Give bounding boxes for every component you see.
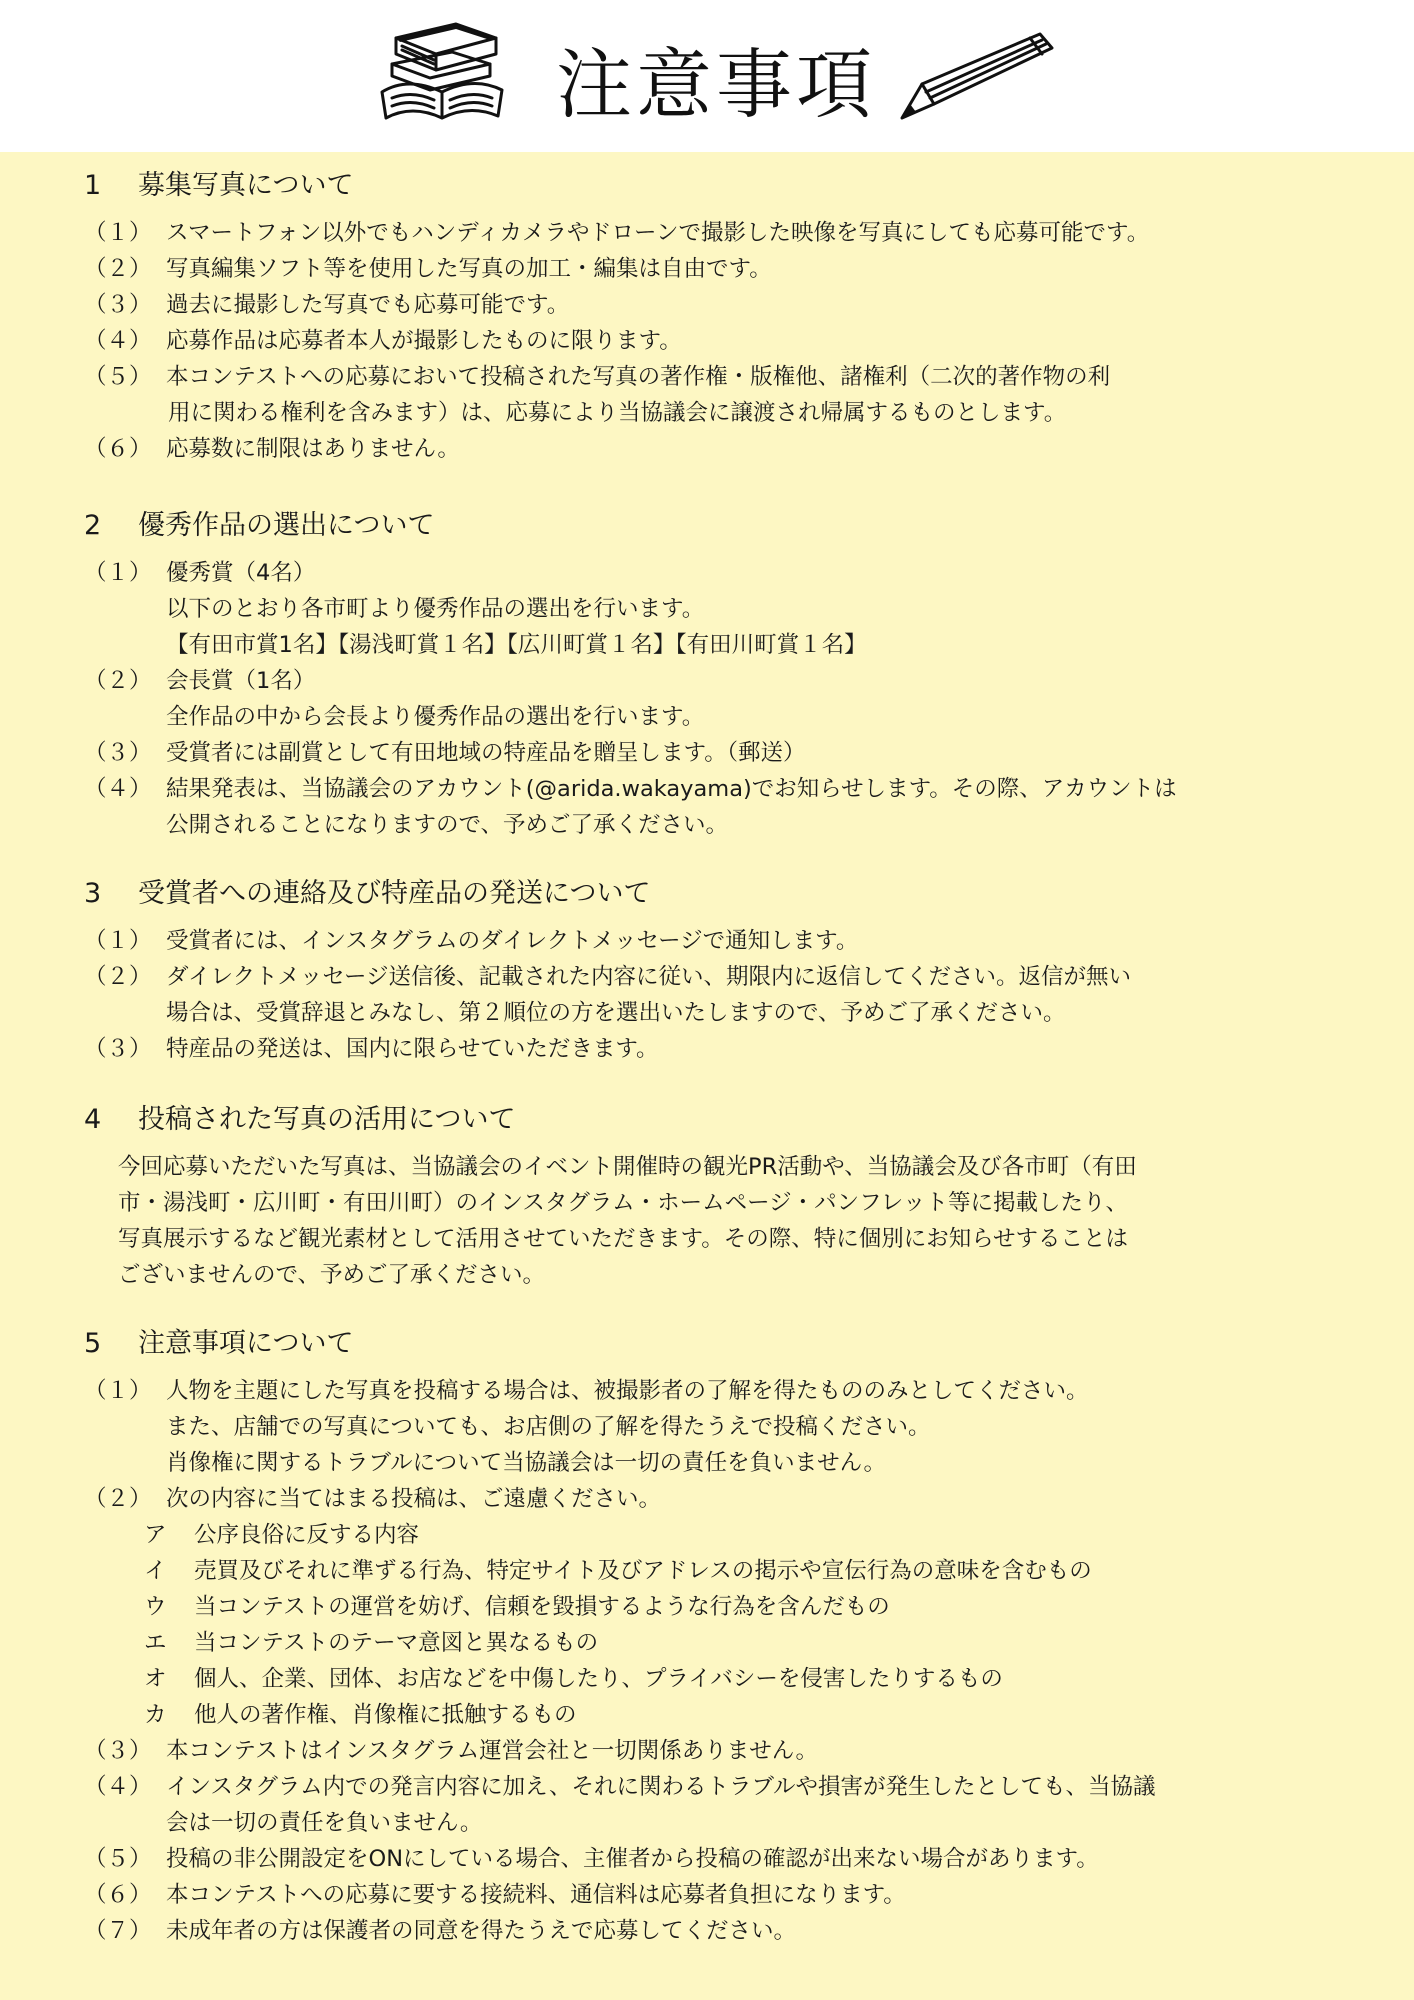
item-text: 本コンテストへの応募において投稿された写真の著作権・版権他、諸権利（二次的著作物の利	[166, 364, 1111, 390]
item-text: また、店舗での写真についても、お店側の了解を得たうえで投稿ください。	[166, 1414, 931, 1440]
section-title: 受賞者への連絡及び特産品の発送について	[138, 878, 651, 909]
section-number: 1	[84, 170, 102, 201]
subitem-text: 当コンテストの運営を妨げ、信頼を毀損するような行為を含んだもの	[194, 1594, 890, 1620]
subitem-label: ア	[144, 1522, 167, 1548]
section-title: 優秀作品の選出について	[138, 510, 435, 541]
item-text: 以下のとおり各市町より優秀作品の選出を行います。	[166, 596, 705, 622]
item-label: （３）	[84, 1738, 152, 1764]
item-label: （１）	[84, 560, 152, 586]
item-label: （４）	[84, 776, 152, 802]
subitem-label: カ	[144, 1702, 167, 1728]
item-label: （７）	[84, 1918, 152, 1944]
item-text: スマートフォン以外でもハンディカメラやドローンで撮影した映像を写真にしても応募可能です。	[166, 220, 1150, 246]
item-text: 過去に撮影した写真でも応募可能です。	[166, 292, 570, 318]
item-text: ダイレクトメッセージ送信後、記載された内容に従い、期限内に返信してください。返信が無い	[166, 964, 1132, 990]
subitem-label: イ	[144, 1558, 167, 1584]
subitem-text: 公序良俗に反する内容	[194, 1522, 420, 1548]
item-text: 本コンテストはインスタグラム運営会社と一切関係ありません。	[166, 1738, 819, 1764]
section-number: 5	[84, 1328, 102, 1359]
section-number: 3	[84, 878, 102, 909]
item-label: （６）	[84, 436, 152, 462]
item-label: （４）	[84, 1774, 152, 1800]
section-number: 2	[84, 510, 102, 541]
paragraph-line: 今回応募いただいた写真は、当協議会のイベント開催時の観光PR活動や、当協議会及び各市町（有田	[118, 1154, 1137, 1180]
pencil-icon	[890, 26, 1060, 126]
section-3-heading	[84, 876, 650, 912]
subitem-text: 他人の著作権、肖像権に抵触するもの	[194, 1702, 577, 1728]
item-label: （３）	[84, 740, 152, 766]
item-text: 優秀賞（4名）	[166, 560, 316, 586]
section-number: 4	[84, 1104, 102, 1135]
item-text: 写真編集ソフト等を使用した写真の加工・編集は自由です。	[166, 256, 772, 282]
item-text: 応募数に制限はありません。	[166, 436, 460, 462]
subitem-text: 個人、企業、団体、お店などを中傷したり、プライバシーを侵害したりするもの	[194, 1666, 1003, 1692]
item-text: 未成年者の方は保護者の同意を得たうえで応募してください。	[166, 1918, 797, 1944]
subitem-label: ウ	[144, 1594, 167, 1620]
section-5-heading	[84, 1326, 353, 1362]
item-label: （１）	[84, 1378, 152, 1404]
subitem-text: 当コンテストのテーマ意図と異なるもの	[194, 1630, 599, 1656]
item-label: （２）	[84, 256, 152, 282]
item-text: 公開されることになりますので、予めご了承ください。	[166, 812, 729, 838]
paragraph-line: ございませんので、予めご了承ください。	[118, 1262, 546, 1288]
item-text: 本コンテストへの応募に要する接続料、通信料は応募者負担になります。	[166, 1882, 906, 1908]
item-text: 受賞者には副賞として有田地域の特産品を贈呈します。（郵送）	[166, 740, 806, 766]
subitem-text: 売買及びそれに準ずる行為、特定サイト及びアドレスの掲示や宣伝行為の意味を含むもの	[194, 1558, 1092, 1584]
paragraph-line: 写真展示するなど観光素材として活用させていただきます。その際、特に個別にお知らせすることは	[118, 1226, 1129, 1252]
item-label: （６）	[84, 1882, 152, 1908]
subitem-label: オ	[144, 1666, 167, 1692]
item-label: （３）	[84, 292, 152, 318]
item-label: （５）	[84, 1846, 152, 1872]
item-text: 投稿の非公開設定をONにしている場合、主催者から投稿の確認が出来ない場合があります。	[166, 1846, 1099, 1872]
page-title: 注意事項	[556, 40, 876, 129]
section-title: 募集写真について	[138, 170, 354, 201]
section-title: 注意事項について	[138, 1328, 354, 1359]
paragraph-line: 市・湯浅町・広川町・有田川町）のインスタグラム・ホームページ・パンフレット等に掲載したり、	[118, 1190, 1129, 1216]
item-text: 特産品の発送は、国内に限らせていただきます。	[166, 1036, 659, 1062]
item-label: （３）	[84, 1036, 152, 1062]
section-2-heading	[84, 508, 434, 544]
item-text: 会は一切の責任を負いません。	[166, 1810, 483, 1836]
item-label: （４）	[84, 328, 152, 354]
subitem-label: エ	[144, 1630, 167, 1656]
item-label: （２）	[84, 1486, 152, 1512]
item-label: （２）	[84, 964, 152, 990]
item-text: 次の内容に当てはまる投稿は、ご遠慮ください。	[166, 1486, 662, 1512]
item-text: 会長賞（1名）	[166, 668, 316, 694]
item-text: 場合は、受賞辞退とみなし、第２順位の方を選出いたしますので、予めご了承ください。	[166, 1000, 1066, 1026]
item-text: 全作品の中から会長より優秀作品の選出を行います。	[166, 704, 705, 730]
books-icon	[378, 16, 506, 124]
content-area	[0, 152, 1414, 2000]
item-text: 【有田市賞1名】【湯浅町賞１名】【広川町賞１名】【有田川町賞１名】	[166, 632, 867, 658]
page-header	[0, 0, 1414, 152]
item-text: 結果発表は、当協議会のアカウント(@arida.wakayama)でお知らせします。その際、アカウントは	[166, 776, 1177, 802]
item-text: 肖像権に関するトラブルについて当協議会は一切の責任を負いません。	[166, 1450, 887, 1476]
item-label: （５）	[84, 364, 152, 390]
item-text: 受賞者には、インスタグラムのダイレクトメッセージで通知します。	[166, 928, 859, 954]
item-label: （１）	[84, 220, 152, 246]
item-text: 人物を主題にした写真を投稿する場合は、被撮影者の了解を得たもののみとしてください。	[166, 1378, 1089, 1404]
item-label: （２）	[84, 668, 152, 694]
section-4-heading	[84, 1102, 515, 1138]
section-1-heading	[84, 168, 353, 204]
item-text: 用に関わる権利を含みます）は、応募により当協議会に譲渡され帰属するものとします。	[168, 400, 1067, 426]
section-title: 投稿された写真の活用について	[138, 1104, 516, 1135]
item-label: （１）	[84, 928, 152, 954]
item-text: 応募作品は応募者本人が撮影したものに限ります。	[166, 328, 682, 354]
item-text: インスタグラム内での発言内容に加え、それに関わるトラブルや損害が発生したとしても、当協議	[166, 1774, 1156, 1800]
